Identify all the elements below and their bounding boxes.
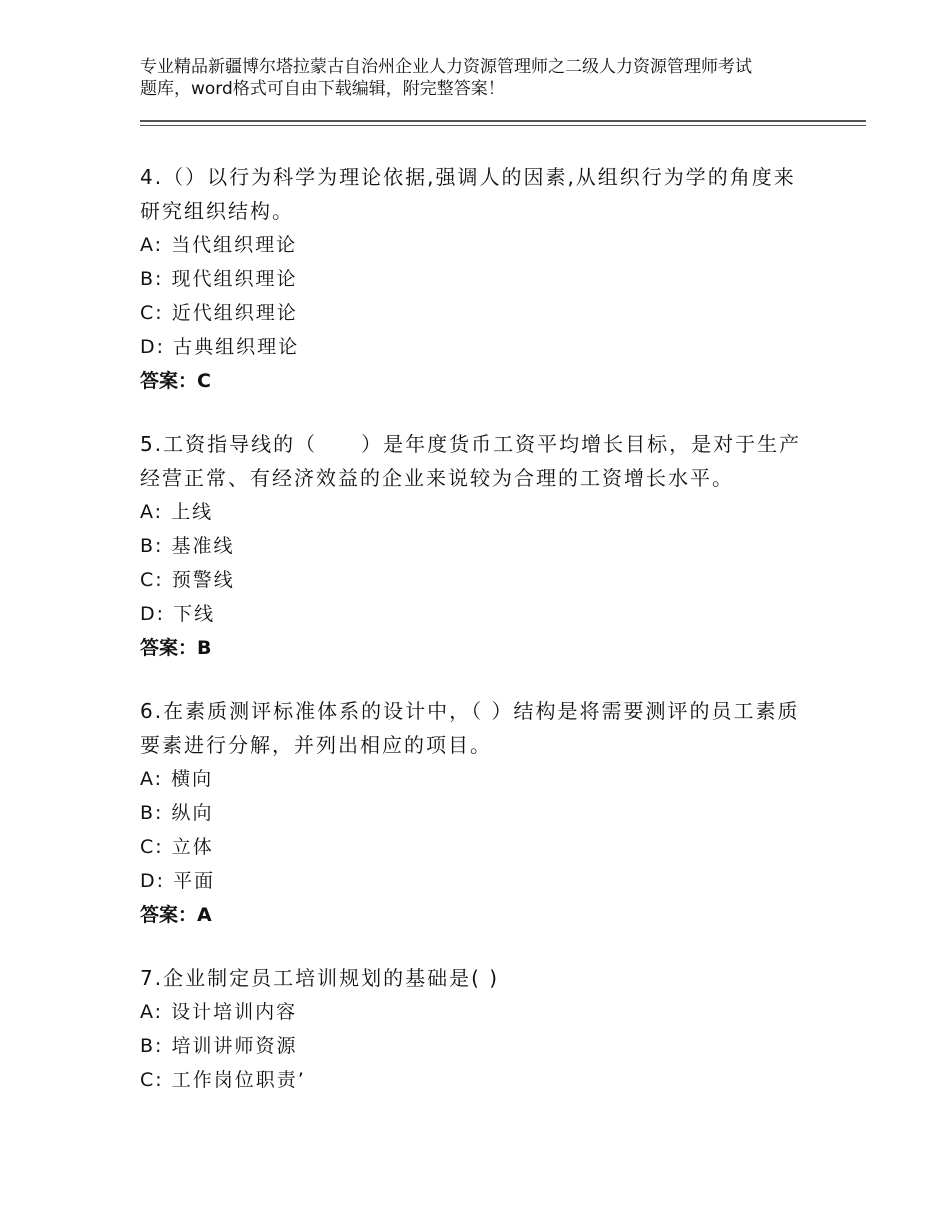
question-text: 7.企业制定员工培训规划的基础是( ) [140, 966, 500, 990]
option-b: B: 培训讲师资源 [140, 1035, 298, 1057]
document-header [140, 56, 830, 100]
answer-label: 答案：C [140, 370, 211, 392]
header-line-2: 题库，word格式可自由下载编辑，附完整答案！ [140, 79, 505, 99]
question-list [140, 160, 840, 1126]
option-a: A: 设计培训内容 [140, 1001, 298, 1023]
question-7 [140, 961, 840, 1097]
header-divider-thick [140, 120, 866, 122]
answer-label: 答案：A [140, 904, 212, 926]
option-a: A: 横向 [140, 768, 214, 790]
option-b: B: 基准线 [140, 535, 235, 557]
header-line-1: 专业精品新疆博尔塔拉蒙古自治州企业人力资源管理师之二级人力资源管理师考试 [140, 57, 752, 77]
question-text: 4.（）以行为科学为理论依据,强调人的因素,从组织行为学的角度来 [140, 165, 796, 189]
question-text: 5.工资指导线的（ ）是年度货币工资平均增长目标，是对于生产 [140, 432, 802, 456]
question-4 [140, 160, 840, 398]
option-c: C: 工作岗位职责’ [140, 1069, 306, 1091]
option-c: C: 立体 [140, 836, 214, 858]
question-text: 研究组织结构。 [140, 199, 294, 223]
option-b: B: 纵向 [140, 802, 214, 824]
option-a: A: 当代组织理论 [140, 234, 298, 256]
question-text: 要素进行分解，并列出相应的项目。 [140, 733, 492, 757]
question-text: 6.在素质测评标准体系的设计中，（ ）结构是将需要测评的员工素质 [140, 699, 800, 723]
header-divider-thin [140, 125, 866, 126]
answer-label: 答案：B [140, 637, 212, 659]
option-d: D: 平面 [140, 870, 216, 892]
option-a: A: 上线 [140, 501, 214, 523]
option-d: D: 下线 [140, 603, 216, 625]
question-5 [140, 427, 840, 665]
option-c: C: 预警线 [140, 569, 235, 591]
option-b: B: 现代组织理论 [140, 268, 298, 290]
question-6 [140, 694, 840, 932]
option-d: D: 古典组织理论 [140, 336, 300, 358]
question-text: 经营正常、有经济效益的企业来说较为合理的工资增长水平。 [140, 466, 734, 490]
option-c: C: 近代组织理论 [140, 302, 298, 324]
